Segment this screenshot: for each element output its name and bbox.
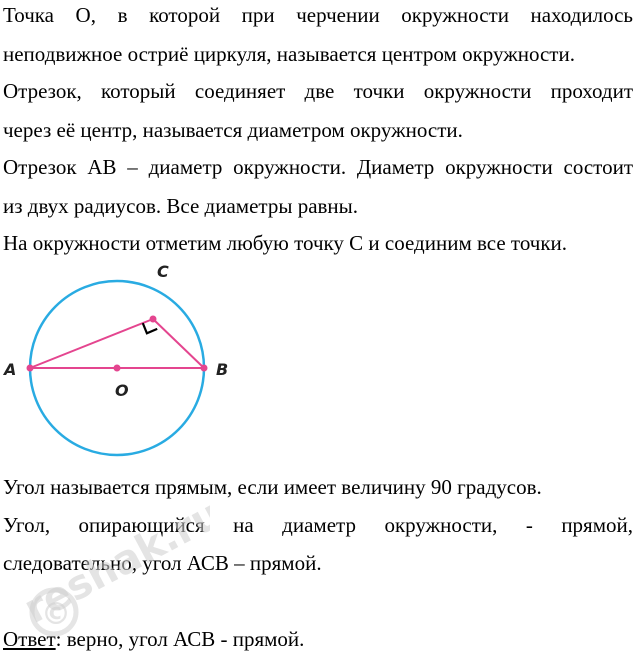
- paragraph-center-line-2: неподвижное остриё циркуля, называется центром окружности.: [3, 42, 575, 66]
- point-a: [27, 365, 34, 372]
- answer-text: : верно, угол АСВ - прямой.: [55, 627, 305, 651]
- point-o: [114, 365, 121, 372]
- point-c: [150, 316, 157, 323]
- chord-cb: [153, 319, 204, 368]
- answer-line: [3, 626, 304, 652]
- paragraph-conclusion-line-2: следовательно, угол АСВ – прямой.: [3, 551, 322, 575]
- label-b: B: [216, 360, 229, 379]
- chord-ac: [30, 319, 153, 368]
- paragraph-ab-line-1: Отрезок АВ – диаметр окружности. Диаметр окружности состоит: [3, 155, 633, 179]
- right-angle-mark: [143, 323, 157, 333]
- paragraph-ab-line-2: из двух радиусов. Все диаметры равны.: [3, 194, 359, 218]
- paragraph-conclusion-line-1: Угол, опирающийся на диаметр окружности, - прямой,: [3, 513, 633, 537]
- paragraph-right-angle: Угол называется прямым, если имеет величину 90 градусов.: [3, 475, 542, 499]
- label-a: A: [4, 360, 17, 379]
- circle-diagram-svg: [0, 255, 260, 465]
- paragraph-diameter-line-2: через её центр, называется диаметром окружности.: [3, 118, 463, 142]
- point-b: [201, 365, 208, 372]
- paragraph-point-c: На окружности отметим любую точку С и соединим все точки.: [3, 231, 568, 255]
- label-o: O: [115, 381, 129, 400]
- circle-diagram: [0, 255, 260, 465]
- label-c: C: [157, 262, 169, 281]
- watermark-text: reshak.ru: [20, 500, 210, 633]
- watermark-copyright-symbol: ©: [41, 597, 71, 632]
- answer-label: Ответ: [3, 627, 56, 651]
- paragraph-diameter-line-1: Отрезок, который соединяет две точки окружности проходит: [3, 79, 633, 103]
- paragraph-center-line-1: Точка О, в которой при черчении окружности находилось: [3, 3, 633, 27]
